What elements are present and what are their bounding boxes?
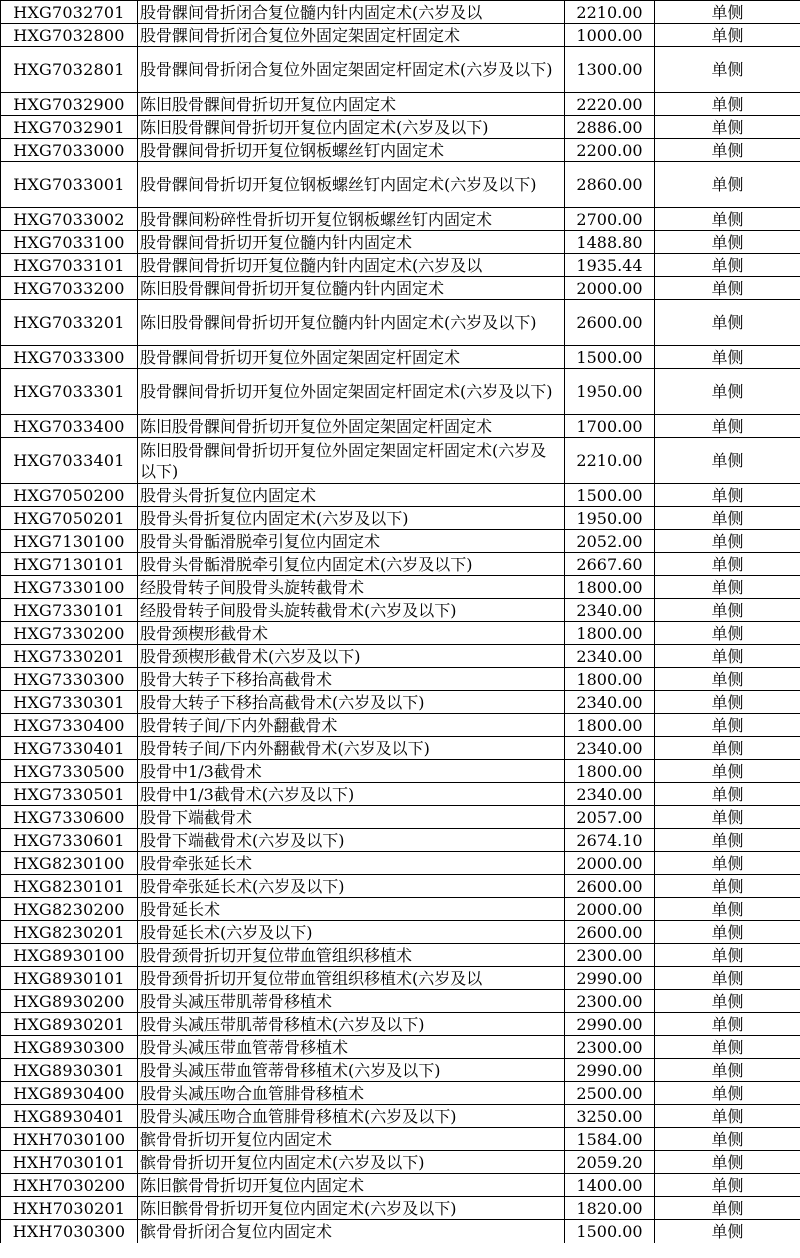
unit-cell: 单侧 xyxy=(655,898,800,921)
item-name-cell: 股骨大转子下移抬高截骨术(六岁及以下) xyxy=(138,691,565,714)
item-code-cell: HXG8930100 xyxy=(1,944,138,967)
unit-cell: 单侧 xyxy=(655,921,800,944)
item-name-cell: 股骨头减压带血管蒂骨移植术(六岁及以下) xyxy=(138,1059,565,1082)
item-code-cell: HXH7030101 xyxy=(1,1151,138,1174)
price-cell: 2000.00 xyxy=(565,277,655,300)
item-code-cell: HXG7050201 xyxy=(1,507,138,530)
table-row xyxy=(1,415,800,438)
unit-cell: 单侧 xyxy=(655,231,800,254)
item-code-cell: HXG7033101 xyxy=(1,254,138,277)
item-code-cell: HXG8230201 xyxy=(1,921,138,944)
table-row xyxy=(1,898,800,921)
price-cell: 2600.00 xyxy=(565,875,655,898)
price-cell: 1950.00 xyxy=(565,369,655,415)
price-cell: 2600.00 xyxy=(565,921,655,944)
table-row xyxy=(1,1197,800,1220)
table-row xyxy=(1,714,800,737)
price-cell: 2886.00 xyxy=(565,116,655,139)
unit-cell: 单侧 xyxy=(655,1128,800,1151)
item-code-cell: HXG7330500 xyxy=(1,760,138,783)
unit-cell: 单侧 xyxy=(655,553,800,576)
table-row xyxy=(1,622,800,645)
unit-cell: 单侧 xyxy=(655,944,800,967)
unit-cell: 单侧 xyxy=(655,1174,800,1197)
item-name-cell: 经股骨转子间股骨头旋转截骨术(六岁及以下) xyxy=(138,599,565,622)
price-cell: 2990.00 xyxy=(565,1059,655,1082)
unit-cell: 单侧 xyxy=(655,438,800,484)
price-cell: 2200.00 xyxy=(565,139,655,162)
item-code-cell: HXG7033300 xyxy=(1,346,138,369)
unit-cell: 单侧 xyxy=(655,829,800,852)
item-name-cell: 股骨髁间骨折闭合复位髓内针内固定术(六岁及以 xyxy=(138,1,565,24)
item-code-cell: HXG7330301 xyxy=(1,691,138,714)
table-row xyxy=(1,484,800,507)
table-row xyxy=(1,783,800,806)
unit-cell: 单侧 xyxy=(655,484,800,507)
table-row xyxy=(1,553,800,576)
table-row xyxy=(1,576,800,599)
unit-cell: 单侧 xyxy=(655,1197,800,1220)
item-name-cell: 股骨头减压吻合血管腓骨移植术 xyxy=(138,1082,565,1105)
price-cell: 2700.00 xyxy=(565,208,655,231)
item-code-cell: HXG8230101 xyxy=(1,875,138,898)
table-row xyxy=(1,1128,800,1151)
unit-cell: 单侧 xyxy=(655,737,800,760)
item-code-cell: HXG8230100 xyxy=(1,852,138,875)
unit-cell: 单侧 xyxy=(655,645,800,668)
table-row xyxy=(1,300,800,346)
price-cell: 1800.00 xyxy=(565,622,655,645)
unit-cell: 单侧 xyxy=(655,622,800,645)
unit-cell: 单侧 xyxy=(655,162,800,208)
price-cell: 2600.00 xyxy=(565,300,655,346)
unit-cell: 单侧 xyxy=(655,599,800,622)
unit-cell: 单侧 xyxy=(655,208,800,231)
item-name-cell: 股骨髁间粉碎性骨折切开复位钢板螺丝钉内固定术 xyxy=(138,208,565,231)
table-row xyxy=(1,162,800,208)
price-cell: 3250.00 xyxy=(565,1105,655,1128)
item-name-cell: 股骨髁间骨折切开复位钢板螺丝钉内固定术(六岁及以下) xyxy=(138,162,565,208)
table-row xyxy=(1,875,800,898)
item-code-cell: HXG7330200 xyxy=(1,622,138,645)
table-row xyxy=(1,530,800,553)
item-name-cell: 股骨延长术 xyxy=(138,898,565,921)
item-code-cell: HXG7330501 xyxy=(1,783,138,806)
item-name-cell: 股骨头减压带肌蒂骨移植术 xyxy=(138,990,565,1013)
item-code-cell: HXG7033401 xyxy=(1,438,138,484)
item-code-cell: HXG7033000 xyxy=(1,139,138,162)
item-name-cell: 股骨髁间骨折闭合复位外固定架固定杆固定术(六岁及以下) xyxy=(138,47,565,93)
item-code-cell: HXG8930201 xyxy=(1,1013,138,1036)
item-code-cell: HXG7032801 xyxy=(1,47,138,93)
item-name-cell: 股骨牵张延长术(六岁及以下) xyxy=(138,875,565,898)
table-row xyxy=(1,599,800,622)
table-row xyxy=(1,1,800,24)
item-name-cell: 股骨颈骨折切开复位带血管组织移植术 xyxy=(138,944,565,967)
price-cell: 1700.00 xyxy=(565,415,655,438)
item-name-cell: 股骨颈楔形截骨术(六岁及以下) xyxy=(138,645,565,668)
unit-cell: 单侧 xyxy=(655,806,800,829)
table-row xyxy=(1,691,800,714)
item-code-cell: HXG8930400 xyxy=(1,1082,138,1105)
unit-cell: 单侧 xyxy=(655,760,800,783)
item-name-cell: 股骨髁间骨折切开复位髓内针内固定术 xyxy=(138,231,565,254)
price-cell: 1584.00 xyxy=(565,1128,655,1151)
unit-cell: 单侧 xyxy=(655,346,800,369)
item-code-cell: HXH7030201 xyxy=(1,1197,138,1220)
table-row xyxy=(1,47,800,93)
table-row xyxy=(1,24,800,47)
price-cell: 2340.00 xyxy=(565,783,655,806)
price-cell: 2340.00 xyxy=(565,599,655,622)
table-row xyxy=(1,1082,800,1105)
table-row xyxy=(1,139,800,162)
item-code-cell: HXG7330600 xyxy=(1,806,138,829)
table-row xyxy=(1,668,800,691)
price-cell: 2990.00 xyxy=(565,1013,655,1036)
unit-cell: 单侧 xyxy=(655,277,800,300)
item-name-cell: 股骨颈楔形截骨术 xyxy=(138,622,565,645)
item-name-cell: 股骨大转子下移抬高截骨术 xyxy=(138,668,565,691)
price-cell: 1935.44 xyxy=(565,254,655,277)
table-row xyxy=(1,231,800,254)
price-cell: 2667.60 xyxy=(565,553,655,576)
item-code-cell: HXG7033200 xyxy=(1,277,138,300)
unit-cell: 单侧 xyxy=(655,1013,800,1036)
item-name-cell: 股骨头骨折复位内固定术(六岁及以下) xyxy=(138,507,565,530)
item-name-cell: 髌骨骨折闭合复位内固定术 xyxy=(138,1220,565,1243)
unit-cell: 单侧 xyxy=(655,1105,800,1128)
item-name-cell: 股骨头骨骺滑脱牵引复位内固定术 xyxy=(138,530,565,553)
item-code-cell: HXG7130100 xyxy=(1,530,138,553)
price-cell: 1500.00 xyxy=(565,1220,655,1243)
item-name-cell: 股骨牵张延长术 xyxy=(138,852,565,875)
item-name-cell: 股骨中1/3截骨术 xyxy=(138,760,565,783)
table-row xyxy=(1,208,800,231)
unit-cell: 单侧 xyxy=(655,116,800,139)
unit-cell: 单侧 xyxy=(655,1,800,24)
table-row xyxy=(1,645,800,668)
unit-cell: 单侧 xyxy=(655,1082,800,1105)
item-code-cell: HXG7050200 xyxy=(1,484,138,507)
table-row xyxy=(1,93,800,116)
unit-cell: 单侧 xyxy=(655,507,800,530)
price-cell: 1950.00 xyxy=(565,507,655,530)
item-name-cell: 陈旧股骨髁间骨折切开复位髓内针内固定术 xyxy=(138,277,565,300)
table-row xyxy=(1,369,800,415)
unit-cell: 单侧 xyxy=(655,1059,800,1082)
price-cell: 2300.00 xyxy=(565,944,655,967)
unit-cell: 单侧 xyxy=(655,415,800,438)
item-name-cell: 股骨头骨折复位内固定术 xyxy=(138,484,565,507)
item-name-cell: 股骨下端截骨术 xyxy=(138,806,565,829)
unit-cell: 单侧 xyxy=(655,254,800,277)
table-row xyxy=(1,116,800,139)
item-name-cell: 股骨颈骨折切开复位带血管组织移植术(六岁及以 xyxy=(138,967,565,990)
item-code-cell: HXG7130101 xyxy=(1,553,138,576)
item-name-cell: 髌骨骨折切开复位内固定术 xyxy=(138,1128,565,1151)
item-name-cell: 陈旧髌骨骨折切开复位内固定术 xyxy=(138,1174,565,1197)
item-name-cell: 股骨髁间骨折切开复位外固定架固定杆固定术(六岁及以下) xyxy=(138,369,565,415)
unit-cell: 单侧 xyxy=(655,1220,800,1243)
item-code-cell: HXG7330601 xyxy=(1,829,138,852)
price-cell: 2340.00 xyxy=(565,737,655,760)
table-row xyxy=(1,346,800,369)
table-row xyxy=(1,1013,800,1036)
table-row xyxy=(1,921,800,944)
unit-cell: 单侧 xyxy=(655,24,800,47)
price-cell: 1488.80 xyxy=(565,231,655,254)
price-cell: 2300.00 xyxy=(565,1036,655,1059)
item-code-cell: HXG8230200 xyxy=(1,898,138,921)
price-cell: 2300.00 xyxy=(565,990,655,1013)
item-name-cell: 陈旧髌骨骨折切开复位内固定术(六岁及以下) xyxy=(138,1197,565,1220)
table-row xyxy=(1,1220,800,1243)
price-cell: 2990.00 xyxy=(565,967,655,990)
price-cell: 2220.00 xyxy=(565,93,655,116)
item-code-cell: HXG7033002 xyxy=(1,208,138,231)
item-code-cell: HXG8930401 xyxy=(1,1105,138,1128)
table-row xyxy=(1,507,800,530)
item-code-cell: HXH7030300 xyxy=(1,1220,138,1243)
unit-cell: 单侧 xyxy=(655,852,800,875)
item-code-cell: HXG7330400 xyxy=(1,714,138,737)
price-cell: 1800.00 xyxy=(565,760,655,783)
price-cell: 2000.00 xyxy=(565,852,655,875)
item-name-cell: 股骨中1/3截骨术(六岁及以下) xyxy=(138,783,565,806)
item-code-cell: HXG8930200 xyxy=(1,990,138,1013)
item-code-cell: HXG8930301 xyxy=(1,1059,138,1082)
price-cell: 2674.10 xyxy=(565,829,655,852)
unit-cell: 单侧 xyxy=(655,875,800,898)
price-cell: 2210.00 xyxy=(565,438,655,484)
item-code-cell: HXG8930101 xyxy=(1,967,138,990)
unit-cell: 单侧 xyxy=(655,576,800,599)
price-cell: 2057.00 xyxy=(565,806,655,829)
item-name-cell: 股骨转子间/下内外翻截骨术 xyxy=(138,714,565,737)
item-code-cell: HXG7330300 xyxy=(1,668,138,691)
price-cell: 1500.00 xyxy=(565,484,655,507)
table-row xyxy=(1,438,800,484)
item-name-cell: 股骨头减压吻合血管腓骨移植术(六岁及以下) xyxy=(138,1105,565,1128)
table-row xyxy=(1,967,800,990)
unit-cell: 单侧 xyxy=(655,783,800,806)
item-name-cell: 陈旧股骨髁间骨折切开复位外固定架固定杆固定术(六岁及以下) xyxy=(138,438,565,484)
item-name-cell: 经股骨转子间股骨头旋转截骨术 xyxy=(138,576,565,599)
item-name-cell: 股骨头减压带肌蒂骨移植术(六岁及以下) xyxy=(138,1013,565,1036)
unit-cell: 单侧 xyxy=(655,47,800,93)
table-row xyxy=(1,254,800,277)
item-name-cell: 股骨髁间骨折切开复位钢板螺丝钉内固定术 xyxy=(138,139,565,162)
item-code-cell: HXG7330201 xyxy=(1,645,138,668)
item-name-cell: 陈旧股骨髁间骨折切开复位内固定术 xyxy=(138,93,565,116)
unit-cell: 单侧 xyxy=(655,1151,800,1174)
item-code-cell: HXH7030100 xyxy=(1,1128,138,1151)
item-code-cell: HXG7033201 xyxy=(1,300,138,346)
table-row xyxy=(1,737,800,760)
price-cell: 2340.00 xyxy=(565,691,655,714)
table-row xyxy=(1,829,800,852)
item-name-cell: 陈旧股骨髁间骨折切开复位外固定架固定杆固定术 xyxy=(138,415,565,438)
unit-cell: 单侧 xyxy=(655,530,800,553)
table-row xyxy=(1,1105,800,1128)
unit-cell: 单侧 xyxy=(655,668,800,691)
unit-cell: 单侧 xyxy=(655,714,800,737)
price-cell: 2052.00 xyxy=(565,530,655,553)
unit-cell: 单侧 xyxy=(655,691,800,714)
item-code-cell: HXG7032901 xyxy=(1,116,138,139)
unit-cell: 单侧 xyxy=(655,139,800,162)
item-name-cell: 股骨髁间骨折闭合复位外固定架固定杆固定术 xyxy=(138,24,565,47)
item-code-cell: HXG7033001 xyxy=(1,162,138,208)
item-code-cell: HXG7032900 xyxy=(1,93,138,116)
item-code-cell: HXG7033100 xyxy=(1,231,138,254)
item-code-cell: HXG8930300 xyxy=(1,1036,138,1059)
item-name-cell: 股骨髁间骨折切开复位外固定架固定杆固定术 xyxy=(138,346,565,369)
item-name-cell: 股骨下端截骨术(六岁及以下) xyxy=(138,829,565,852)
item-code-cell: HXH7030200 xyxy=(1,1174,138,1197)
unit-cell: 单侧 xyxy=(655,369,800,415)
price-cell: 1800.00 xyxy=(565,668,655,691)
price-cell: 1500.00 xyxy=(565,346,655,369)
item-code-cell: HXG7330101 xyxy=(1,599,138,622)
price-cell: 2000.00 xyxy=(565,898,655,921)
item-name-cell: 股骨延长术(六岁及以下) xyxy=(138,921,565,944)
item-code-cell: HXG7330401 xyxy=(1,737,138,760)
unit-cell: 单侧 xyxy=(655,1036,800,1059)
price-cell: 1800.00 xyxy=(565,714,655,737)
item-name-cell: 股骨髁间骨折切开复位髓内针内固定术(六岁及以 xyxy=(138,254,565,277)
item-name-cell: 髌骨骨折切开复位内固定术(六岁及以下) xyxy=(138,1151,565,1174)
table-row xyxy=(1,1151,800,1174)
item-name-cell: 股骨头骨骺滑脱牵引复位内固定术(六岁及以下) xyxy=(138,553,565,576)
item-code-cell: HXG7032800 xyxy=(1,24,138,47)
price-cell: 1820.00 xyxy=(565,1197,655,1220)
unit-cell: 单侧 xyxy=(655,300,800,346)
item-name-cell: 股骨头减压带血管蒂骨移植术 xyxy=(138,1036,565,1059)
item-code-cell: HXG7032701 xyxy=(1,1,138,24)
table-row xyxy=(1,806,800,829)
price-cell: 2059.20 xyxy=(565,1151,655,1174)
item-code-cell: HXG7033400 xyxy=(1,415,138,438)
item-code-cell: HXG7033301 xyxy=(1,369,138,415)
unit-cell: 单侧 xyxy=(655,93,800,116)
price-cell: 1000.00 xyxy=(565,24,655,47)
table-row xyxy=(1,277,800,300)
price-cell: 1800.00 xyxy=(565,576,655,599)
item-name-cell: 陈旧股骨髁间骨折切开复位内固定术(六岁及以下) xyxy=(138,116,565,139)
table-row xyxy=(1,1059,800,1082)
price-cell: 1300.00 xyxy=(565,47,655,93)
price-cell: 1400.00 xyxy=(565,1174,655,1197)
item-code-cell: HXG7330100 xyxy=(1,576,138,599)
unit-cell: 单侧 xyxy=(655,990,800,1013)
table-row xyxy=(1,990,800,1013)
unit-cell: 单侧 xyxy=(655,967,800,990)
table-row xyxy=(1,760,800,783)
price-cell: 2500.00 xyxy=(565,1082,655,1105)
table-row xyxy=(1,1036,800,1059)
table-row xyxy=(1,1174,800,1197)
price-cell: 2340.00 xyxy=(565,645,655,668)
price-table-body xyxy=(1,1,800,1243)
price-cell: 2210.00 xyxy=(565,1,655,24)
item-name-cell: 陈旧股骨髁间骨折切开复位髓内针内固定术(六岁及以下) xyxy=(138,300,565,346)
table-row xyxy=(1,852,800,875)
table-row xyxy=(1,944,800,967)
price-cell: 2860.00 xyxy=(565,162,655,208)
item-name-cell: 股骨转子间/下内外翻截骨术(六岁及以下) xyxy=(138,737,565,760)
